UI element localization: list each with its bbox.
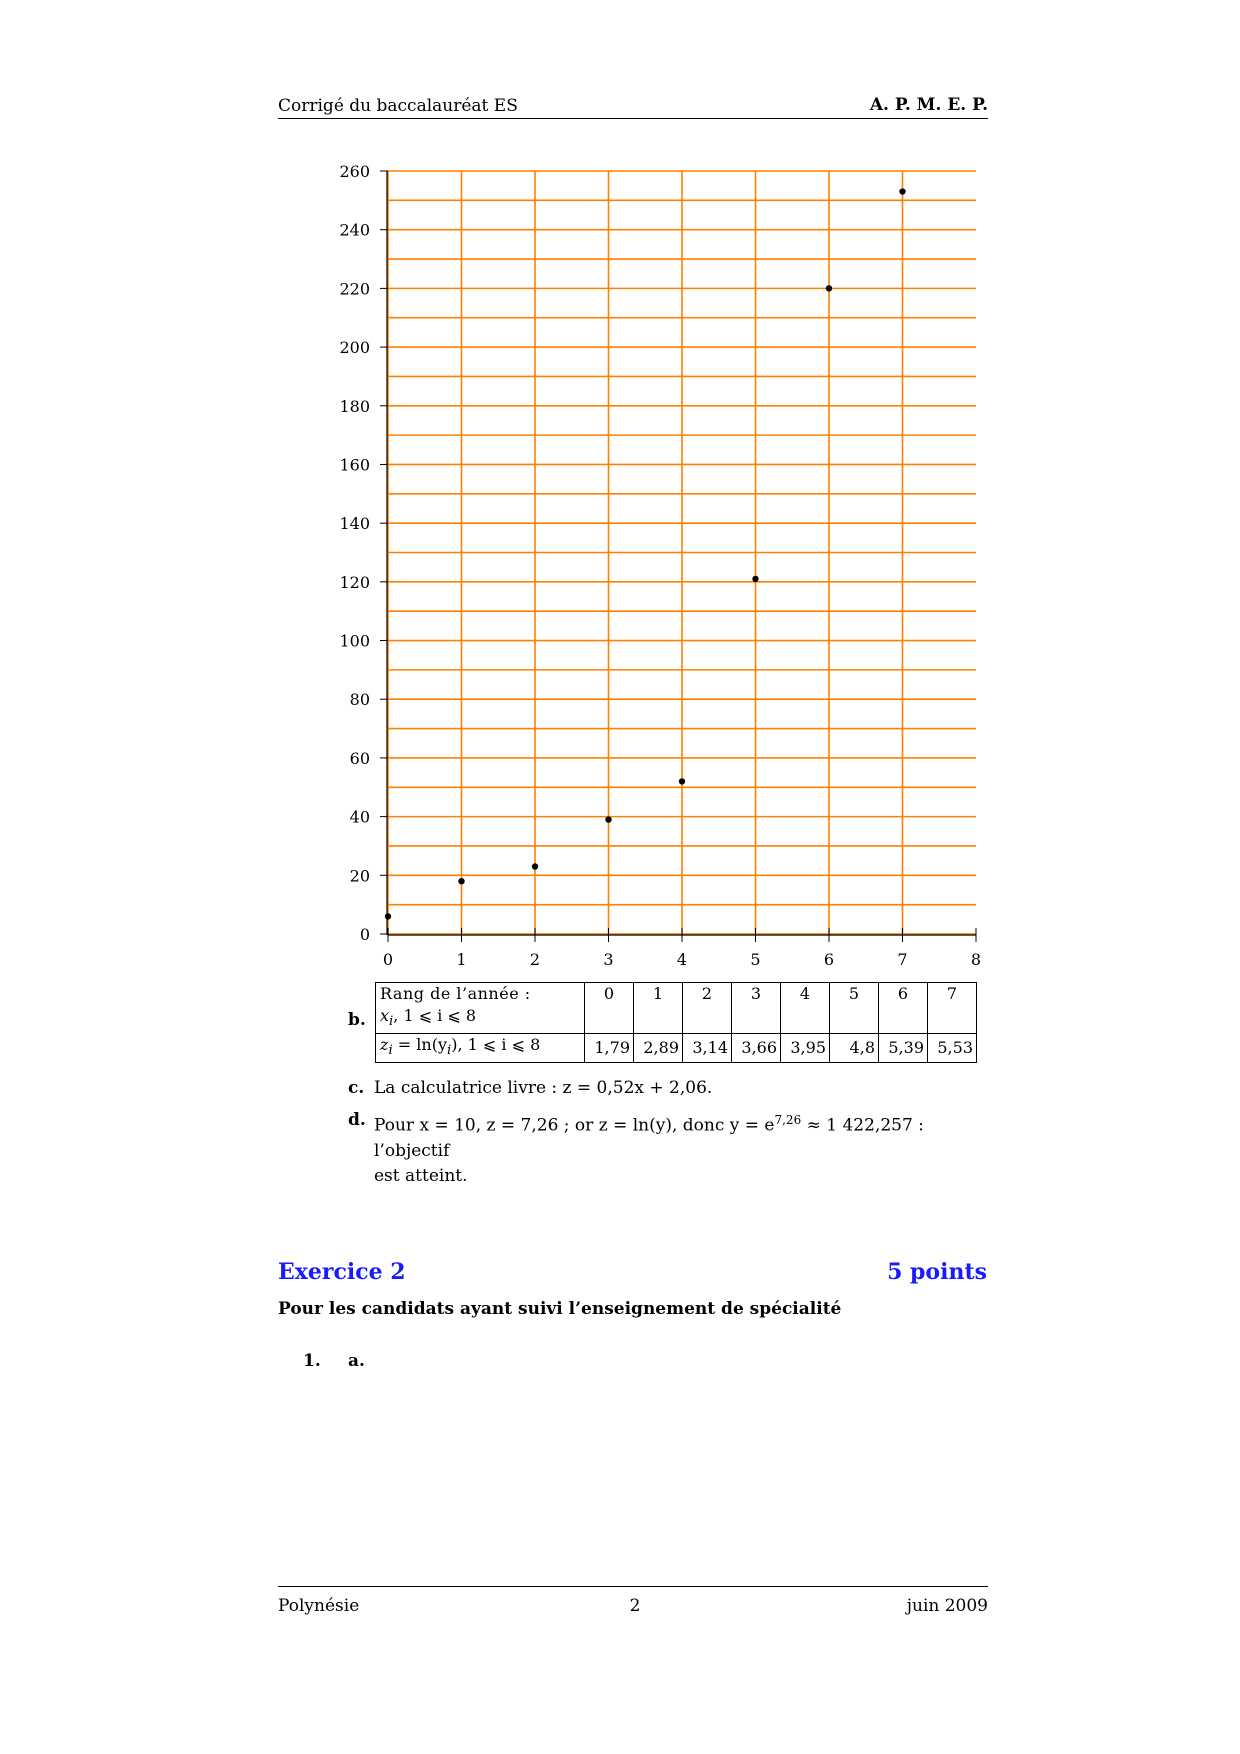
- y-tick-label: 120: [339, 572, 370, 592]
- y-tick-label: 0: [359, 925, 370, 944]
- x-tick-label: 1: [456, 950, 467, 969]
- data-point: [752, 576, 758, 582]
- table-label: b.: [348, 1010, 366, 1030]
- cell-x-6: 6: [879, 983, 928, 1034]
- page-number: 2: [629, 1596, 641, 1616]
- cell-x-0: 0: [585, 983, 634, 1034]
- table-row-z: [376, 1034, 977, 1063]
- x-tick-label: 0: [382, 950, 394, 969]
- cell-x-3: 3: [732, 983, 781, 1034]
- footer-right: juin 2009: [906, 1596, 988, 1616]
- y-tick-label: 240: [339, 220, 370, 240]
- x-tick-label: 7: [897, 950, 908, 969]
- table-head-z: $z_i = \ln(y_i)$, 1 ⩽ i ⩽ 8: [376, 1034, 585, 1063]
- data-point: [385, 913, 391, 919]
- cell-z-5: 4,8: [830, 1034, 879, 1063]
- data-point: [826, 285, 832, 291]
- x-tick-label: 5: [750, 950, 761, 969]
- item-c-label: c.: [348, 1078, 365, 1098]
- cell-z-2: 3,14: [683, 1034, 732, 1063]
- cell-z-4: 3,95: [781, 1034, 830, 1063]
- y-tick-label: 40: [349, 807, 370, 827]
- item-d-label: d.: [348, 1110, 366, 1130]
- y-tick-label: 20: [349, 866, 370, 886]
- y-tick-label: 140: [339, 514, 370, 534]
- x-tick-label: 3: [603, 950, 614, 969]
- header-title: Corrigé du baccalauréat ES: [278, 96, 518, 116]
- x-tick-label: 6: [823, 950, 835, 969]
- cell-z-3: 3,66: [732, 1034, 781, 1063]
- question-sub: a.: [348, 1351, 365, 1371]
- question-number: 1.: [303, 1351, 321, 1371]
- data-point: [679, 778, 685, 784]
- cell-x-1: 1: [634, 983, 683, 1034]
- data-point: [605, 816, 611, 822]
- table-head-rank: Rang de l’année : $x_i$, 1 ⩽ i ⩽ 8: [376, 983, 585, 1034]
- y-tick-label: 160: [339, 455, 370, 475]
- item-c-text: La calculatrice livre : z = 0,52x + 2,06.: [374, 1078, 713, 1098]
- cell-x-4: 4: [781, 983, 830, 1034]
- y-tick-label: 180: [339, 396, 370, 416]
- exercise-points: 5 points: [887, 1259, 987, 1285]
- cell-z-1: 2,89: [634, 1034, 683, 1063]
- item-c: [348, 1076, 713, 1101]
- data-point: [532, 863, 538, 869]
- footer-left: Polynésie: [278, 1596, 360, 1616]
- y-tick-label: 80: [349, 690, 370, 710]
- cell-z-0: 1,79: [585, 1034, 634, 1063]
- cell-x-7: 7: [928, 983, 977, 1034]
- y-tick-label: 200: [339, 338, 370, 358]
- exercise-title: Exercice 2: [278, 1259, 406, 1285]
- values-table: [375, 982, 977, 1063]
- x-tick-label: 8: [970, 950, 982, 969]
- header-apmep: A. P. M. E. P.: [869, 95, 988, 115]
- x-tick-label: 2: [529, 950, 541, 969]
- footer-rule: [278, 1586, 988, 1587]
- item-d: d. Pour x = 10, z = 7,26 ; or z = ln(y), donc $y = e^{7,26} \approx 1$ 422,257 : l’objectif est atteint.: [374, 1108, 988, 1189]
- table-row-rank: [376, 983, 977, 1034]
- cell-z-7: 5,53: [928, 1034, 977, 1063]
- cell-x-5: 5: [830, 983, 879, 1034]
- item-d-line2: est atteint.: [374, 1165, 468, 1186]
- cell-x-2: 2: [683, 983, 732, 1034]
- cell-z-6: 5,39: [879, 1034, 928, 1063]
- data-point: [899, 188, 905, 194]
- x-tick-label: 4: [676, 950, 688, 969]
- y-tick-label: 60: [349, 748, 370, 768]
- y-tick-label: 220: [339, 279, 370, 299]
- y-tick-label: 260: [339, 162, 370, 181]
- y-tick-label: 100: [339, 631, 370, 651]
- exercise-subtitle: Pour les candidats ayant suivi l’enseignement de spécialité: [278, 1299, 842, 1319]
- data-point: [458, 878, 464, 884]
